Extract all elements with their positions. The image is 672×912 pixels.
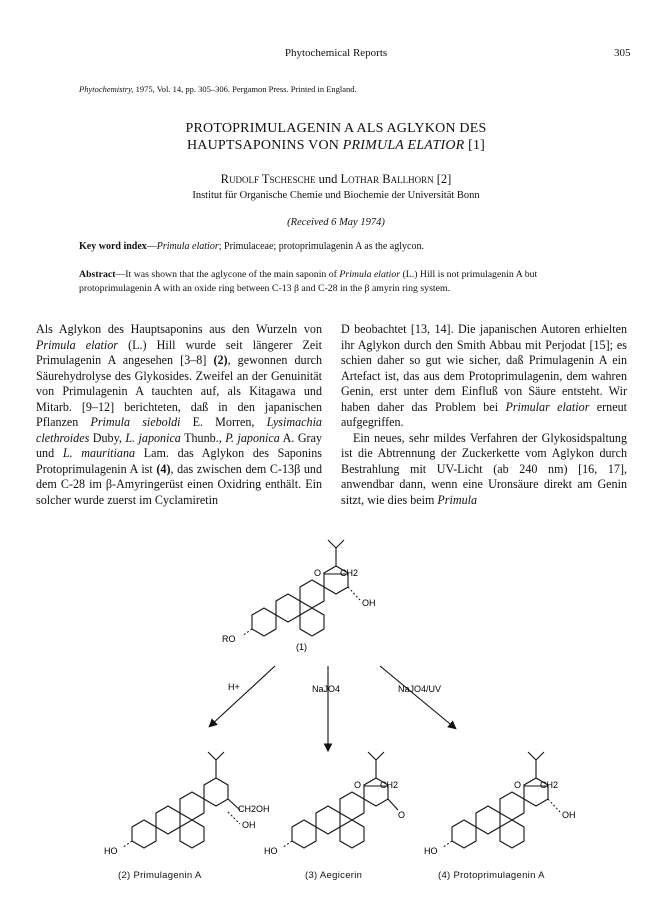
text-run: A. Gray und: [36, 430, 323, 460]
compound-1-structure: [222, 540, 376, 652]
right-column: [341, 322, 627, 508]
ho-label: HO: [104, 846, 118, 856]
oxygen-label: O: [514, 780, 522, 790]
ring: [292, 820, 316, 848]
text-run: , gewonnen durch Säurehydrolyse des Glykosides. Zweifel an der Genuinität von Primulagenin A tauchten auf, als Kitagawa und Mitarb. [9–12] berichteten, daß in den japanischen Pflanzen: [36, 353, 323, 429]
compound-ref: (4): [156, 461, 171, 476]
ring: [340, 792, 364, 820]
text-run: Thunb.,: [180, 430, 226, 445]
species-name: Primula: [437, 492, 478, 507]
ring: [132, 820, 156, 848]
compound-2-structure: [104, 752, 270, 856]
oh-label: OH: [562, 810, 576, 820]
abstract-text-1: —It was shown that the aglycone of the main saponin of: [115, 269, 340, 280]
author-connector: und: [315, 172, 341, 186]
species-name: L. japonica: [125, 430, 181, 445]
reagent-naio4: NaJO4: [312, 684, 341, 694]
keywords-species: Primula elatior: [156, 241, 219, 252]
title-line-1: PROTOPRIMULAGENIN A ALS AGLYKON DES: [185, 121, 487, 136]
right-paragraph-2: [341, 431, 627, 509]
text-run: Als Aglykon des Hauptsaponins aus den Wurzeln von: [36, 322, 322, 336]
text-run: D beobachtet [13, 14]. Die japanischen Autoren erhielten ihr Aglykon durch den Smith Abbau mit Perjodat [15]; es schien daher so gut wie sicher, daß Primulagenin A ein Artefact ist, das aus dem Protoprimulagenin, dem wahren Genin, erst unter dem Einfluß von Säure entsteht. Wir haben daher das Problem bei: [341, 322, 627, 414]
compound-4-structure: [424, 752, 576, 856]
title-species: PRIMULA ELATIOR: [342, 138, 465, 153]
ch2oh-label: CH2OH: [238, 804, 270, 814]
compound-ref: (2): [213, 353, 228, 367]
ring: [476, 806, 500, 834]
oxygen-label: O: [314, 568, 322, 578]
reagent-h-plus: H+: [228, 682, 240, 692]
bond: [536, 752, 544, 760]
ring: [156, 806, 180, 834]
text-run: Ein neues, sehr mildes Verfahren der Glykosidspaltung ist die Abtrennung der Zuckerkette vom Aglykon durch Bestrahlung mit UV-Licht (ab 240 nm) [16, 17], anwendbar dann, wenn eine Uronsäure direkt am Genin sitzt, wie dies beim: [341, 430, 627, 507]
author-2: Lothar Ballhorn: [340, 172, 434, 186]
ch2-label: CH2: [380, 780, 399, 790]
author-ref: [2]: [433, 172, 452, 186]
abstract-text-2: (L.) Hill is not primulagenin A but protoprimulagenin A with an oxide ring between C-13 β and C-28 in the β amyrin ring system.: [79, 269, 538, 294]
citation-line: [79, 84, 357, 94]
ring: [452, 820, 476, 848]
reaction-scheme: [60, 528, 620, 868]
ring: [300, 580, 324, 608]
institute: Institut für Organische Chemie und Biochemie der Universität Bonn: [192, 190, 480, 201]
ho-label: HO: [264, 846, 278, 856]
text-run: (L.) Hill wurde seit längerer Zeit Primulagenin A angesehen [3–8]: [36, 337, 322, 367]
species-name: Primula sieboldi: [90, 415, 181, 429]
keywords: [79, 241, 424, 252]
right-paragraph-1: [341, 322, 627, 431]
bond: [282, 841, 292, 848]
bond: [242, 629, 252, 636]
text-run: erneut aufgegriffen.: [341, 399, 627, 429]
text-run: Lam. das Aglykon des Saponins Protoprimulagenin A ist: [36, 446, 322, 476]
bond: [368, 752, 376, 760]
received-date: (Received 6 May 1974): [287, 217, 385, 228]
compound-3-structure: [264, 752, 405, 856]
bond: [208, 752, 216, 760]
left-column: [36, 322, 322, 508]
compound-number-1: (1): [296, 642, 307, 652]
oh-label: OH: [362, 598, 376, 608]
author-1: Rudolf Tschesche: [220, 172, 316, 186]
oxygen-label: O: [354, 780, 362, 790]
species-name: Lysimachia clethroides: [36, 415, 322, 445]
species-name: L. mauritiana: [62, 446, 136, 460]
bond: [388, 799, 398, 810]
caption-compound-3: (3) Aegicerin: [305, 870, 363, 881]
ring: [180, 792, 204, 820]
ch2-label: CH2: [340, 568, 359, 578]
bond: [348, 587, 360, 600]
ring: [204, 778, 228, 806]
text-run: E. Morren,: [180, 415, 267, 429]
running-header: Phytochemical Reports: [284, 47, 388, 59]
keto-oxygen-label: O: [398, 810, 406, 820]
abstract: [79, 268, 599, 295]
ring: [276, 594, 300, 622]
bond: [336, 540, 344, 548]
page-number: 305: [614, 47, 631, 59]
keywords-label: Key word index: [79, 241, 147, 252]
oh-label: OH: [242, 820, 256, 830]
bond: [442, 841, 452, 848]
ring: [180, 820, 204, 848]
ring: [252, 608, 276, 636]
authors: [0, 172, 672, 187]
species-name: P. japonica: [225, 430, 280, 445]
species-name: Primular elatior: [505, 399, 590, 414]
text-run: Duby,: [89, 430, 126, 445]
reagent-naio4-uv: NaJO4/UV: [398, 684, 442, 694]
ch2-label: CH2: [540, 780, 559, 790]
ring: [500, 792, 524, 820]
ring: [300, 608, 324, 636]
ring: [340, 820, 364, 848]
ring: [316, 806, 340, 834]
bond: [122, 841, 132, 848]
bond: [216, 752, 224, 760]
ho-label: HO: [424, 846, 438, 856]
left-paragraph-1: [36, 322, 322, 508]
article-title: [0, 120, 672, 154]
caption-compound-2: (2) Primulagenin A: [118, 870, 202, 881]
bond: [376, 752, 384, 760]
ro-label: RO: [222, 634, 236, 644]
citation-details: 1975, Vol. 14, pp. 305–306. Pergamon Press. Printed in England.: [133, 84, 357, 94]
journal-name: Phytochemistry,: [79, 84, 134, 94]
title-line-2-start: HAUPTSAPONINS VON: [186, 138, 343, 153]
abstract-species: Primula elatior: [339, 269, 401, 280]
title-line-2: [0, 137, 672, 154]
title-ref: [1]: [464, 138, 486, 153]
caption-compound-4: (4) Protoprimulagenin A: [438, 870, 545, 881]
text-run: , das zwischen dem C-13β und dem C-28 im β-Amyringerüst einen Oxidring enthält. Ein solcher wurde zuerst im Cyclamiretin: [36, 461, 323, 507]
keywords-rest: ; Primulaceae; protoprimulagenin A as the aglycon.: [218, 241, 424, 252]
arrow-right: [380, 666, 455, 728]
ring: [500, 820, 524, 848]
arrow-left: [210, 666, 275, 726]
bond: [548, 799, 560, 812]
species-name: Primula elatior: [36, 337, 118, 352]
bond: [528, 752, 536, 760]
abstract-label: Abstract: [79, 269, 116, 280]
keywords-dash: —: [146, 241, 157, 252]
bond: [328, 540, 336, 548]
